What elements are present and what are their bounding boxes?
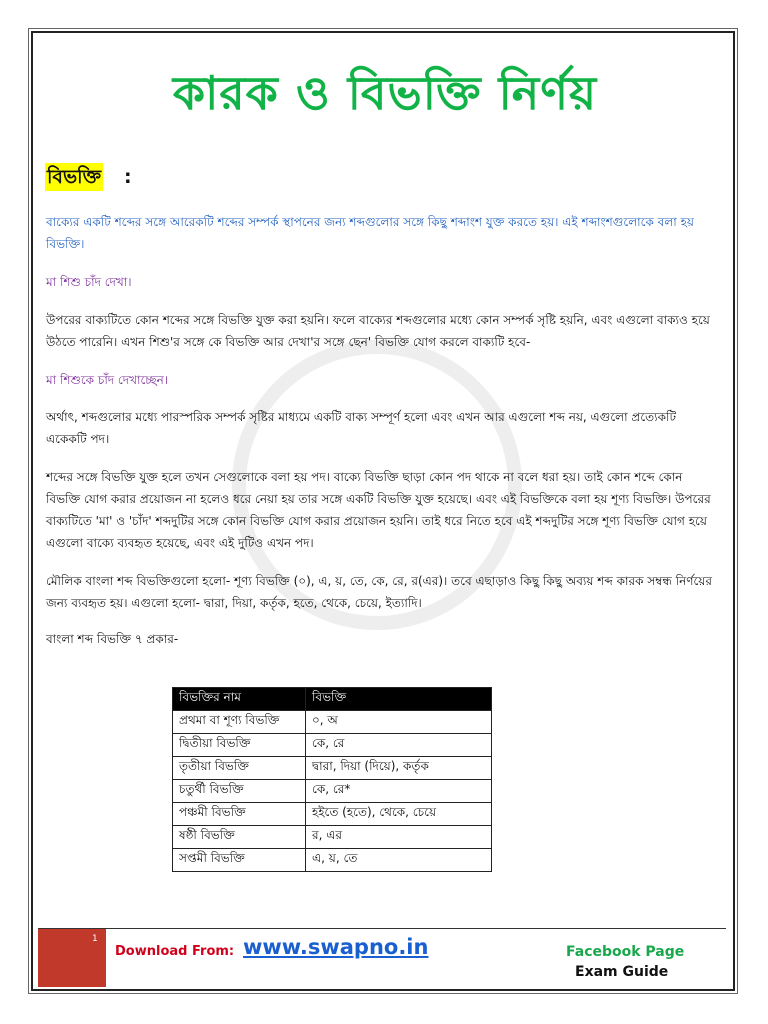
types-intro: বাংলা শব্দ বিভক্তি ৭ প্রকার- — [46, 632, 179, 646]
basic-inflections-paragraph: মৌলিক বাংলা শব্দ বিভক্তিগুলো হলো- শূণ্য বিভক্তি (০), এ, য়, তে, কে, রে, র(এর)। তবে এছাড়াও কিছু কিছু অব্যয় শব্দ কারক সম্বন্ধ নির্ণয়ের জন্য ব্যবহৃত হয়। এগুলো হলো- দ্বারা, দিয়া, কর্তৃক, হতে, থেকে, চেয়ে, ইত্যাদি। — [46, 574, 712, 610]
table-cell-value: ০, অ — [306, 711, 492, 734]
exam-guide-label: Exam Guide — [575, 964, 669, 980]
table-cell-value: র, এর — [306, 826, 492, 849]
table-cell-value: এ, য়, তে — [306, 849, 492, 872]
footer-divider — [38, 928, 726, 929]
table-cell-value: কে, রে* — [306, 780, 492, 803]
table-header-cell: বিভক্তি — [306, 688, 492, 711]
table-header-row — [173, 688, 492, 711]
table-row — [173, 849, 492, 872]
download-link[interactable]: www.swapno.in — [243, 935, 429, 959]
table-cell-name: সপ্তমী বিভক্তি — [173, 849, 306, 872]
inflection-table — [172, 687, 492, 872]
facebook-page-label: Facebook Page — [566, 944, 685, 960]
table-cell-name: ষষ্ঠী বিভক্তি — [173, 826, 306, 849]
page-number: 1 — [92, 934, 98, 944]
table-cell-name: দ্বিতীয়া বিভক্তি — [173, 734, 306, 757]
definition-paragraph: বাক্যের একটি শব্দের সঙ্গে আরেকটি শব্দের সম্পর্ক স্থাপনের জন্য শব্দগুলোর সঙ্গে কিছু শব্দাংশ যুক্ত করতে হয়। এই শব্দাংশগুলোকে বলা হয় বিভক্তি। — [46, 215, 694, 251]
table-row — [173, 711, 492, 734]
table-header-cell: বিভক্তির নাম — [173, 688, 306, 711]
section-heading: বিভক্তি — [45, 163, 103, 191]
table-cell-value: কে, রে — [306, 734, 492, 757]
section-heading-colon: : — [124, 166, 132, 188]
table-cell-name: চতুর্থী বিভক্তি — [173, 780, 306, 803]
table-row — [173, 780, 492, 803]
example-sentence-inflected: মা শিশুকে চাঁদ দেখাচ্ছেন। — [46, 373, 169, 387]
table-cell-name: তৃতীয়া বিভক্তি — [173, 757, 306, 780]
table-row — [173, 734, 492, 757]
table-cell-name: পঞ্চমী বিভক্তি — [173, 803, 306, 826]
table-cell-value: দ্বারা, দিয়া (দিয়ে), কর্তৃক — [306, 757, 492, 780]
table-row — [173, 803, 492, 826]
table-cell-value: হইতে (হতে), থেকে, চেয়ে — [306, 803, 492, 826]
download-label: Download From: — [115, 944, 235, 959]
zero-inflection-paragraph: শব্দের সঙ্গে বিভক্তি যুক্ত হলে তখন সেগুলোকে বলা হয় পদ। বাক্যে বিভক্তি ছাড়া কোন পদ থাকে না বলে ধরা হয়। তাই কোন শব্দে কোন বিভক্তি যোগ করার প্রয়োজন না হলেও ধরে নেয়া হয় তার সঙ্গে একটি বিভক্তি যুক্ত হয়েছে। এবং এই বিভক্তিকে বলা হয় শূণ্য বিভক্তি। উপরের বাক্যটিতে 'মা' ও 'চাঁদ' শব্দদুটির সঙ্গে কোন বিভক্তি যোগ করার প্রয়োজন হয়নি। তাই ধরে নিতে হবে এই শব্দদুটির সঙ্গে শূণ্য বিভক্তি যোগ হয়ে এগুলো বাক্যে ব্যবহৃত হয়েছে, এবং এই দুটিও এখন পদ। — [46, 470, 711, 550]
table-row — [173, 757, 492, 780]
page-title: কারক ও বিভক্তি নির্ণয় — [172, 66, 598, 120]
explanation-paragraph: উপরের বাক্যটিতে কোন শব্দের সঙ্গে বিভক্তি যুক্ত করা হয়নি। ফলে বাক্যের শব্দগুলোর মধ্যে কোন সম্পর্ক সৃষ্টি হয়নি, এবং এগুলো বাক্যও হয়ে উঠতে পারেনি। এখন শিশু'র সঙ্গে কে বিভক্তি আর দেখা'র সঙ্গে ছেন' বিভক্তি যোগ করলে বাক্যটি হবে- — [46, 313, 710, 349]
example-sentence-plain: মা শিশু চাঁদ দেখা। — [46, 275, 132, 289]
table-row — [173, 826, 492, 849]
summary-paragraph: অর্থাৎ, শব্দগুলোর মধ্যে পারস্পরিক সম্পর্ক সৃষ্টির মাধ্যমে একটি বাক্য সম্পূর্ণ হলো এবং এখন আর এগুলো শব্দ নয়, এগুলো প্রত্যেকটি একেকটি পদ। — [46, 410, 677, 446]
table-cell-name: প্রথমা বা শূণ্য বিভক্তি — [173, 711, 306, 734]
